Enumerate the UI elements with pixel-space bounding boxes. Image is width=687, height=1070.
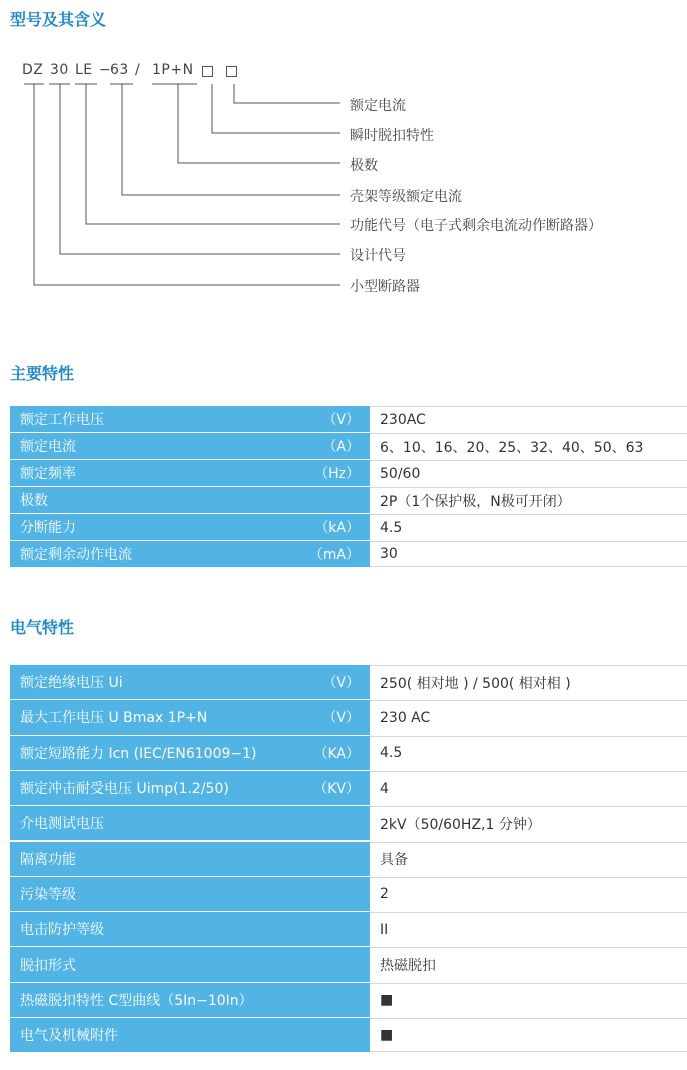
code-part-le: LE — [75, 62, 93, 78]
spec-value: 50/60 — [370, 460, 687, 486]
code-part-30: 30 — [50, 62, 69, 78]
electrical-specs-table — [10, 664, 687, 1054]
leader-mcb — [34, 84, 340, 285]
spec-label-cell — [10, 806, 370, 840]
spec-label: 额定工作电压 — [20, 412, 104, 428]
spec-value: ■ — [370, 983, 687, 1017]
spec-label-cell — [10, 771, 370, 805]
spec-label: 极数 — [20, 493, 48, 509]
spec-label: 污染等级 — [20, 886, 76, 903]
table-row — [10, 982, 687, 1017]
table-row — [10, 540, 687, 567]
spec-label: 隔离功能 — [20, 851, 76, 868]
spec-label-cell — [10, 406, 370, 432]
table-row — [10, 805, 687, 840]
spec-unit: （V） — [322, 710, 360, 727]
legend-mcb: 小型断路器 — [350, 279, 420, 295]
code-part-poles: 1P+N — [152, 62, 194, 78]
spec-label: 额定剩余动作电流 — [20, 547, 132, 563]
table-row — [10, 946, 687, 981]
spec-label-cell — [10, 912, 370, 946]
spec-value: 30 — [370, 541, 687, 567]
spec-value: 230 AC — [370, 700, 687, 734]
table-row — [10, 664, 687, 699]
spec-unit: （Hz） — [314, 466, 360, 482]
spec-label: 额定电流 — [20, 439, 76, 455]
spec-value: 2 — [370, 877, 687, 911]
spec-label-cell — [10, 514, 370, 540]
table-row — [10, 459, 687, 486]
electrical-section-title: 电气特性 — [10, 618, 75, 637]
table-row — [10, 770, 687, 805]
spec-value: 2kV（50/60HZ,1 分钟） — [370, 806, 687, 840]
legend-poles: 极数 — [350, 158, 378, 174]
model-diagram — [0, 0, 687, 320]
legend-trip-characteristic: 瞬时脱扣特性 — [350, 128, 434, 144]
spec-label-cell — [10, 736, 370, 770]
table-row — [10, 876, 687, 911]
spec-value: II — [370, 912, 687, 946]
diagram-lines — [0, 0, 687, 320]
spec-value: 2P（1个保护极，N极可开闭） — [370, 487, 687, 513]
code-part-slash: / — [135, 62, 141, 78]
main-specs-table — [10, 405, 687, 568]
spec-label-cell — [10, 877, 370, 911]
code-part-dz: DZ — [22, 62, 44, 78]
table-row — [10, 911, 687, 946]
spec-value: 230AC — [370, 406, 687, 432]
leader-rated-current — [234, 84, 340, 103]
spec-label-cell — [10, 433, 370, 459]
table-row — [10, 405, 687, 432]
spec-label: 介电测试电压 — [20, 816, 104, 833]
table-row — [10, 841, 687, 876]
legend-rated-current: 额定电流 — [350, 98, 406, 114]
spec-label-cell — [10, 842, 370, 876]
table-row — [10, 735, 687, 770]
spec-label: 额定频率 — [20, 466, 76, 482]
spec-value: 6、10、16、20、25、32、40、50、63 — [370, 433, 687, 459]
spec-value: 具备 — [370, 842, 687, 876]
spec-unit: （kA） — [314, 520, 360, 536]
code-part-dash: − — [99, 62, 112, 78]
spec-label: 额定绝缘电压 Ui — [20, 675, 123, 692]
spec-label-cell — [10, 1018, 370, 1052]
table-row — [10, 432, 687, 459]
table-row — [10, 699, 687, 734]
spec-label: 额定冲击耐受电压 Uimp(1.2/50) — [20, 781, 229, 798]
spec-unit: （KV） — [313, 781, 360, 798]
spec-value: 4.5 — [370, 514, 687, 540]
table-row — [10, 513, 687, 540]
spec-unit: （V） — [322, 675, 360, 692]
spec-label-cell — [10, 460, 370, 486]
table-row — [10, 1017, 687, 1052]
leader-trip-char — [212, 84, 340, 133]
spec-value: ■ — [370, 1018, 687, 1052]
spec-label: 热磁脱扣特性 C型曲线（5In−10In） — [20, 992, 253, 1009]
spec-label: 分断能力 — [20, 520, 76, 536]
legend-design-code: 设计代号 — [350, 248, 406, 264]
spec-label-cell — [10, 947, 370, 981]
leader-function-code — [86, 84, 340, 224]
spec-label: 脱扣形式 — [20, 957, 76, 974]
legend-frame-current: 壳架等级额定电流 — [350, 189, 462, 205]
main-section-title: 主要特性 — [10, 364, 75, 383]
leader-frame-current — [122, 84, 340, 195]
spec-unit: （V） — [322, 412, 360, 428]
leader-poles — [178, 84, 340, 163]
leader-design-code — [60, 84, 340, 254]
spec-label-cell — [10, 700, 370, 734]
spec-label-cell — [10, 665, 370, 699]
model-section-title: 型号及其含义 — [10, 10, 107, 29]
spec-label-cell — [10, 487, 370, 513]
table-row — [10, 486, 687, 513]
spec-label: 电击防护等级 — [20, 922, 104, 939]
spec-unit: （A） — [322, 439, 360, 455]
spec-unit: （mA） — [308, 547, 360, 563]
spec-value: 4.5 — [370, 736, 687, 770]
spec-unit: （KA） — [313, 745, 360, 762]
spec-value: 热磁脱扣 — [370, 947, 687, 981]
spec-value: 250( 相对地 ) / 500( 相对相 ) — [370, 665, 687, 699]
spec-label: 额定短路能力 Icn (IEC/EN61009−1) — [20, 745, 257, 762]
spec-label-cell — [10, 541, 370, 567]
legend-function-code: 功能代号（电子式剩余电流动作断路器） — [350, 218, 602, 234]
spec-value: 4 — [370, 771, 687, 805]
spec-label: 最大工作电压 U Bmax 1P+N — [20, 710, 208, 727]
spec-label: 电气及机械附件 — [20, 1028, 118, 1045]
code-part-63: 63 — [110, 62, 129, 78]
spec-label-cell — [10, 983, 370, 1017]
